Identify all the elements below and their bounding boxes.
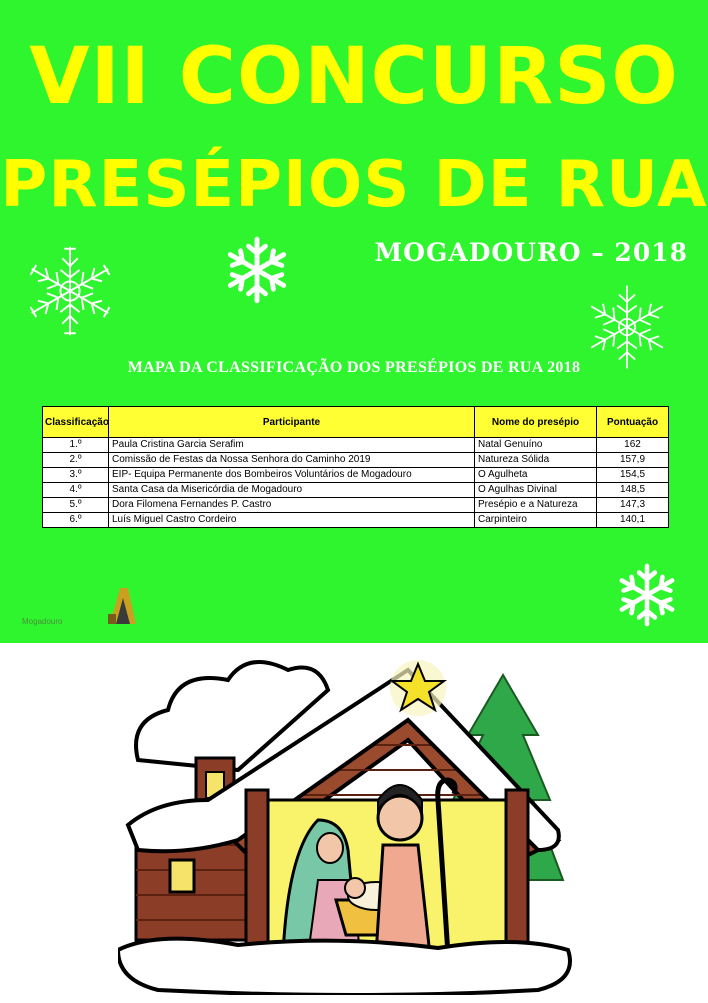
nativity-scene-illustration <box>118 650 578 995</box>
table-row <box>43 453 669 468</box>
rank-cell: 4.º <box>43 483 109 498</box>
nativity-name-cell: O Agulhas Divinal <box>475 483 597 498</box>
poster-title-line2: PRESÉPIOS DE RUA <box>0 148 708 222</box>
table-row <box>43 513 669 528</box>
column-header: Nome do presépio <box>475 407 597 438</box>
score-cell: 154,5 <box>597 468 669 483</box>
classification-map-title: MAPA DA CLASSIFICAÇÃO DOS PRESÉPIOS DE RUA 2018 <box>127 359 581 376</box>
table-row <box>43 468 669 483</box>
snowflake-icon <box>222 234 292 306</box>
nativity-name-cell: O Agulheta <box>475 468 597 483</box>
logo-text: Mogadouro <box>22 617 63 626</box>
column-header: Classificação <box>43 407 109 438</box>
rank-cell: 6.º <box>43 513 109 528</box>
poster-subtitle: MOGADOURO – 2018 <box>374 238 688 267</box>
nativity-name-cell: Natal Genuíno <box>475 438 597 453</box>
score-cell: 140,1 <box>597 513 669 528</box>
table-row <box>43 498 669 513</box>
snowflake-icon <box>22 243 118 339</box>
participant-cell: EIP- Equipa Permanente dos Bombeiros Voluntários de Mogadouro <box>109 468 475 483</box>
nativity-name-cell: Natureza Sólida <box>475 453 597 468</box>
participant-cell: Dora Filomena Fernandes P. Castro <box>109 498 475 513</box>
rank-cell: 1.º <box>43 438 109 453</box>
rank-cell: 2.º <box>43 453 109 468</box>
poster-title-line1: VII CONCURSO <box>29 32 679 122</box>
rank-cell: 5.º <box>43 498 109 513</box>
table-row <box>43 438 669 453</box>
score-cell: 157,9 <box>597 453 669 468</box>
nativity-name-cell: Presépio e a Natureza <box>475 498 597 513</box>
table-row <box>43 483 669 498</box>
score-cell: 162 <box>597 438 669 453</box>
participant-cell: Paula Cristina Garcia Serafim <box>109 438 475 453</box>
table-header-row <box>43 407 669 438</box>
column-header: Participante <box>109 407 475 438</box>
snowflake-icon <box>614 560 680 630</box>
column-header: Pontuação <box>597 407 669 438</box>
rank-cell: 3.º <box>43 468 109 483</box>
score-cell: 147,3 <box>597 498 669 513</box>
star-icon <box>390 660 446 716</box>
classification-table <box>42 406 669 528</box>
nativity-name-cell: Carpinteiro <box>475 513 597 528</box>
municipal-logo-icon <box>106 584 140 626</box>
participant-cell: Comissão de Festas da Nossa Senhora do Caminho 2019 <box>109 453 475 468</box>
score-cell: 148,5 <box>597 483 669 498</box>
participant-cell: Santa Casa da Misericórdia de Mogadouro <box>109 483 475 498</box>
participant-cell: Luís Miguel Castro Cordeiro <box>109 513 475 528</box>
municipal-logo <box>22 584 142 628</box>
